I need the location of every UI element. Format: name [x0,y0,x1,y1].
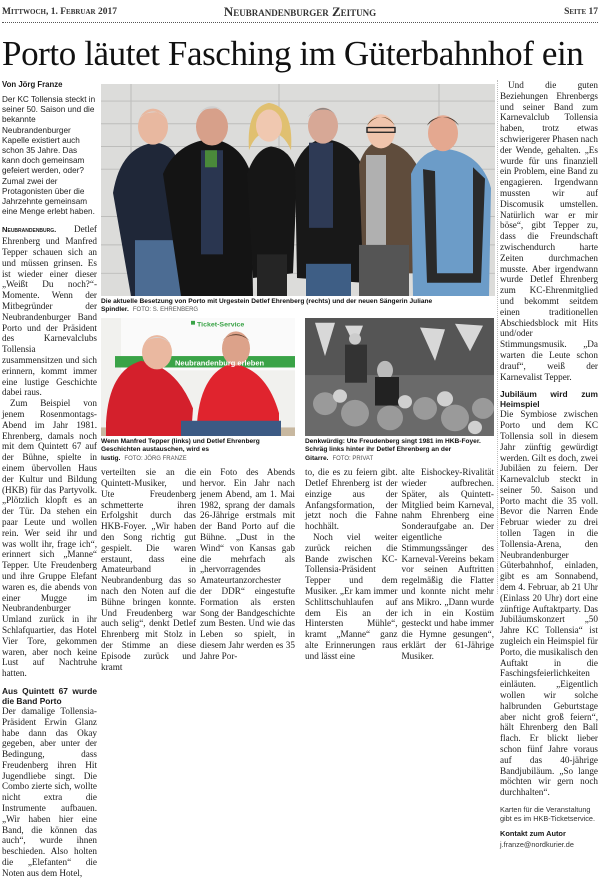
paragraph: Zum Beispiel von jenem Rosenmontags-Abend im Jahr 1981. Ehrenberg, damals noch mit dem Quintett 67 auf der Bühne, spielte in einem übervollen Haus der Kultur und Bildung (HKB) für das Partyvolk. „Plötzlich klopft es an der Tür. Da stehen ein paar Leute und wollen rein. Wer seid ihr und was wollt ihr, frage ich“, erinnert sich „Manne“ Tepper. Ute Freudenberg und ihre Gruppe Elefant waren es, die abends von einer Mugge im Neubrandenburger Umland zurück in ihr Schlafquartier, das Hotel Vier Tore, gekommen waren, aber noch keine Lust auf Nachtruhe hatten. [2,398,97,679]
subheading: Jubiläum wird zum Heimspiel [500,389,598,410]
left-photo-caption [101,438,295,463]
tepper-ehrenberg-photo [101,318,295,436]
paragraph: alte Eishockey-Rivalität wieder aufbrechen. Später, als Quintett-Mitglied beim Karneval, nahm Ehrenberg eine Sonderaufgabe an. Der eigentliche Stimmungssänger des Karneval-Vereins bekam vor seinen Auftritten regelmäßig die Flatter und konnte nicht mehr ans Mikro. „Dann wurde ich in ein Kostüm gesteckt und habe immer die Hymne gesungen“, erklärt der 61-Jährige Musiker. [401,467,494,661]
text-column-6 [500,80,598,849]
caption-text: Denkwürdig: Ute Freudenberg singt 1981 im HKB-Foyer. Schräg links hinter ihr Detlef Ehrenberg an der Gitarre. [305,438,481,462]
banner-ticket-service: Ticket-Service [197,321,245,329]
tepper-ehrenberg-image [101,318,295,436]
paragraph: to, die es zu feiern gibt. Detlef Ehrenberg ist der einzige aus der Anfangsformation, der jetzt noch die Fahne hochhält. [305,467,398,532]
caption-text: Wenn Manfred Tepper (links) und Detlef Ehrenberg Geschichten austauschen, wird es lustig. [101,438,260,462]
band-photo [101,84,495,296]
photo-credit: FOTO: PRIVAT [332,455,374,462]
left-column [2,80,97,879]
article-intro: Der KC Tollensia steckt in seiner 50. Saison und die bekannte Neubrandenburger Kapelle existiert auch schon 35 Jahre. Das kann doch gemeinsam gefeiert werden, oder? Zumal zwei der Protagonisten über die Jahrzehnte gemeinsam eine Menge erlebt haben. [2,95,96,217]
paragraph: Der damalige Tollensia-Präsident Erwin Glanz habe dann das Okay gegeben, aber unter der Bedingung, dass Freudenberg ihren Hit Jugendliebe singt. Die Combo zierte sich, wollte nicht extra die Instrumente aufbauen. „Wir haben hier eine Band, die können das auch“, wurde ihnen beschieden. Also holten die „Elefanten“ die Noten aus dem Hotel, [2,705,97,878]
article-headline: Porto läutet Fasching im Güterbahnhof ein [2,34,584,73]
contact-email[interactable]: j.franze@nordkurier.de [500,839,574,849]
page-number: Seite 17 [564,7,598,17]
lower-left-block [101,318,295,672]
historic-concert-photo [305,318,494,436]
paragraph: Die Symbiose zwischen Porto und dem KC Tollensia soll in diesem Jahr zünftig gewürdigt werden. Gilt es doch, zwei Jubiläen zu feiern. Der Karnevalclub steckt in seiner 50. Saison und Porto macht die 35 voll. Bevor die Narren Ende Februar wieder zu drei tollen Tagen in die Tollensia-Arena, den Neubrandenburger Güterbahnhof, einladen, gibt es am Sonnabend, dem 4. Februar, ab 21 Uhr (Einlass 20 Uhr) dort eine zünftige Auftaktparty. Das Jubiläumskonzert „50 Jahre KC Tollensia“ ist zugleich ein Heimspiel für Porto, die musikalisch den Auftakt in die Faschingsfeierlichkeiten einläuten. „Eigentlich wollen wir solche halbrunden Geburtstage aber nicht groß feiern“, hält Ehrenberg den Ball flach. Er blickt lieber schon fünf Jahre voraus auf das 40-jährige Bandjubiläum. „So lange möchten wir gern noch durchhalten“. [500,409,598,798]
author-byline: Von Jörg Franze [2,80,63,89]
lower-right-block [305,318,494,662]
band-photo-image [101,84,495,296]
subheading: Aus Quintett 67 wurde die Band Porto [2,685,97,706]
newspaper-name: Neubrandenburger Zeitung [223,4,377,19]
text-column-3 [200,467,295,672]
main-photo-block [101,84,495,315]
main-photo-caption [101,298,495,315]
historic-concert-image [305,318,494,436]
column-divider [497,80,498,594]
contact-label: Kontakt zum Autor [500,828,566,838]
header-divider [2,22,598,23]
dateline: Neubrandenburg. [2,225,57,235]
paragraph: Und die guten Beziehungen Ehrenbergs und seiner Band zum Karnevalclub Tollensia haben, trotz etwas schwierigerer Phasen nach der Wende, gehalten. „Es wurde für uns finanziell ein Problem, eine Band zu engagieren. Irgendwann mussten wir auf Discomusik umstellen. Natürlich war er mir böse“, gibt Tepper zu, dass die Freundschaft zwischendurch harte Zeiten durchmachen musste. Aber irgendwann wurde Detlef Ehrenberg zum KC-Ehrenmitglied und bekommt seitdem einen traditionellen Abschiedsblock mit Hits und/oder Stimmungsmusik. „Da warten die Leute schon drauf“, weiß der Karnevalist Tepper. [500,80,598,382]
text-column-1 [2,224,97,878]
ticket-note: Karten für die Veranstaltung gibt es im HKB-Ticketservice. [500,805,596,824]
paragraph: Noch viel weiter zurück reichen die Bande zwischen KC-Tollensia-Präsident Tepper und dem Musiker. „Er kam immer Schlittschuhlaufen auf dem Eis an der Hintersten Mühle“, kramt „Manne“ ganz alte Erinnerungen raus und lässt eine [305,532,398,661]
text-column-2 [101,467,196,672]
photo-credit: FOTO: JÖRG FRANZE [124,455,187,462]
issue-date: Mittwoch, 1. Februar 2017 [2,7,117,17]
right-photo-caption [305,438,494,463]
paragraph: ein Foto des Abends hervor. Ein Jahr nach jenem Abend, am 1. Mai 1982, sprang der damals 26-Jährige erstmals mit der Band Porto auf die Bühne. „Dust in the Wind“ von Kansas gab die mehrfach als „hervorragendes Amateurtanzorchester der DDR“ eingestufte Formation als ersten Song der Bandgeschichte zum Besten. Und wie das Leben so spielt, in diesem Jahr werden es 35 Jahre Por- [200,467,295,661]
banner-slogan: Neubrandenburg erleben [175,358,265,368]
paragraph: Detlef Ehrenberg und Manfred Tepper schauen sich an und müssen grinsen. Es ist wieder einer dieser „Weißt Du noch?“-Momente. Wenn der Mitbegründer der Neubrandenburger Band Porto und der Präsident des Karnevalclubs Tollensia zusammensitzen und sich erinnern, kommt immer eine lustige Geschichte dabei raus. [2,224,97,398]
photo-credit: FOTO: S. EHRENBERG [132,307,199,314]
caption-text: Die aktuelle Besetzung von Porto mit Urgestein Detlef Ehrenberg (rechts) und der neuen Sängerin Juliane Spindler. [101,298,433,314]
text-column-4 [305,467,398,661]
paragraph: verteilten sie an die Quintett-Musiker, und Ute Freudenberg schmetterte ihren Erfolgshit durch das HKB-Foyer. „Wir haben den Song richtig gut gespielt. Die waren erstaunt, dass eine Amateurband in Neubrandenburg das so nach den Noten auf die Bühne bringen konnte. Und Freudenberg war auch selig“, denkt Detlef Ehrenberg mit Stolz in der Stimme an diese Episode zurück und kramt [101,467,196,672]
text-column-5 [402,467,495,661]
